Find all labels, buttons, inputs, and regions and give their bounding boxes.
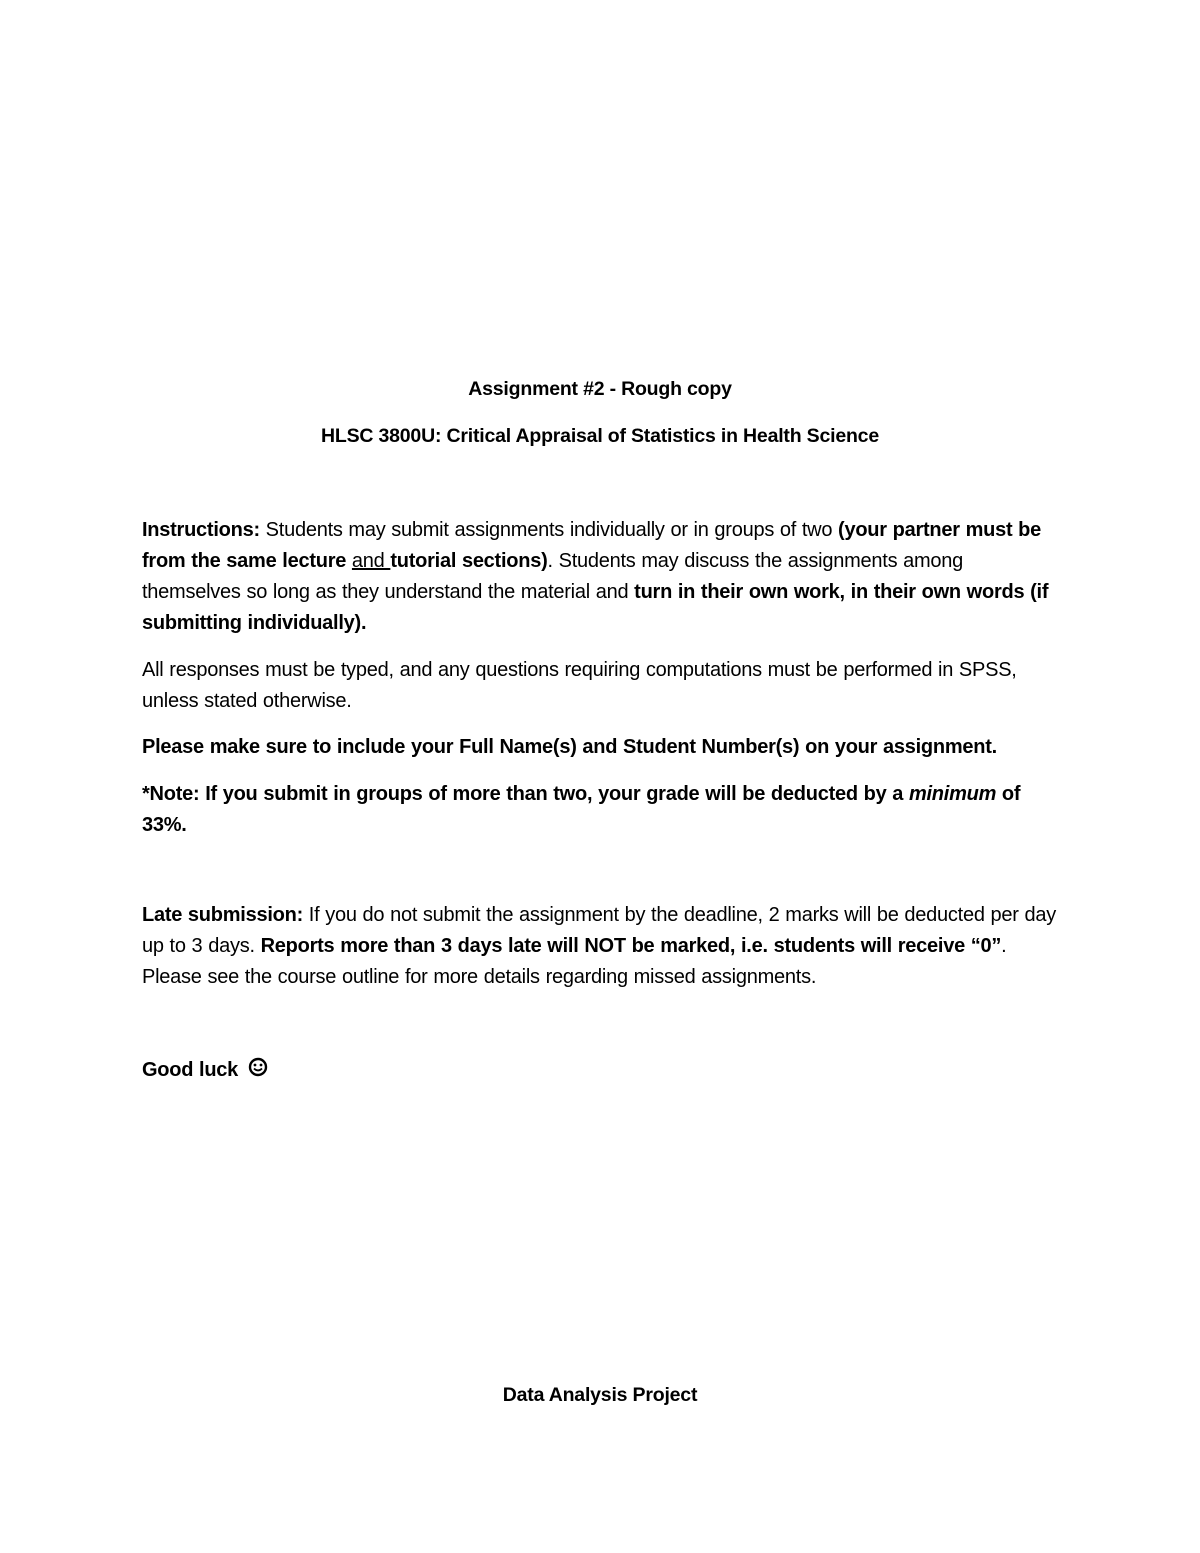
good-luck-text: Good luck	[142, 1059, 239, 1081]
smiley-icon	[248, 1056, 268, 1087]
own-work-text: turn in their own work, in their own words (if submitting individually).	[142, 581, 1049, 634]
late-submission-outline: . Please see the course outline for more details regarding missed assignments.	[142, 935, 1007, 988]
group-penalty-minimum: minimum	[908, 783, 997, 805]
late-submission-paragraph	[142, 900, 1062, 993]
good-luck-line	[142, 1055, 1062, 1087]
late-submission-rule: Reports more than 3 days late will NOT be marked, i.e. students will receive “0”	[260, 935, 1002, 957]
course-title: HLSC 3800U: Critical Appraisal of Statistics in Health Science	[321, 425, 879, 447]
late-submission-label: Late submission:	[142, 904, 303, 926]
group-penalty-text: *Note: If you submit in groups of more than two, your grade will be deducted by a	[142, 783, 909, 805]
partner-rule-sections: tutorial sections)	[390, 550, 548, 572]
late-submission-text: If you do not submit the assignment by the deadline, 2 marks will be deducted per day up to 3 days.	[142, 904, 1056, 957]
instructions-paragraph	[142, 515, 1062, 639]
partner-rule-text: (your partner must be from the same lecture	[142, 519, 1041, 572]
group-penalty-note	[142, 779, 1062, 841]
group-penalty-percent: of 33%.	[142, 783, 1021, 836]
discussion-text: . Students may discuss the assignments among themselves so long as they understand the material and	[142, 550, 964, 603]
name-number-paragraph: Please make sure to include your Full Name(s) and Student Number(s) on your assignment.	[142, 736, 997, 758]
data-analysis-heading: Data Analysis Project	[502, 1384, 698, 1406]
assignment-title: Assignment #2 - Rough copy	[468, 378, 732, 400]
partner-rule-and: and	[351, 550, 391, 572]
instructions-label: Instructions:	[142, 519, 260, 541]
typed-responses-paragraph: All responses must be typed, and any questions requiring computations must be performed in SPSS, unless stated otherwise.	[142, 659, 1017, 712]
instructions-text: Students may submit assignments individually or in groups of two	[259, 519, 839, 541]
